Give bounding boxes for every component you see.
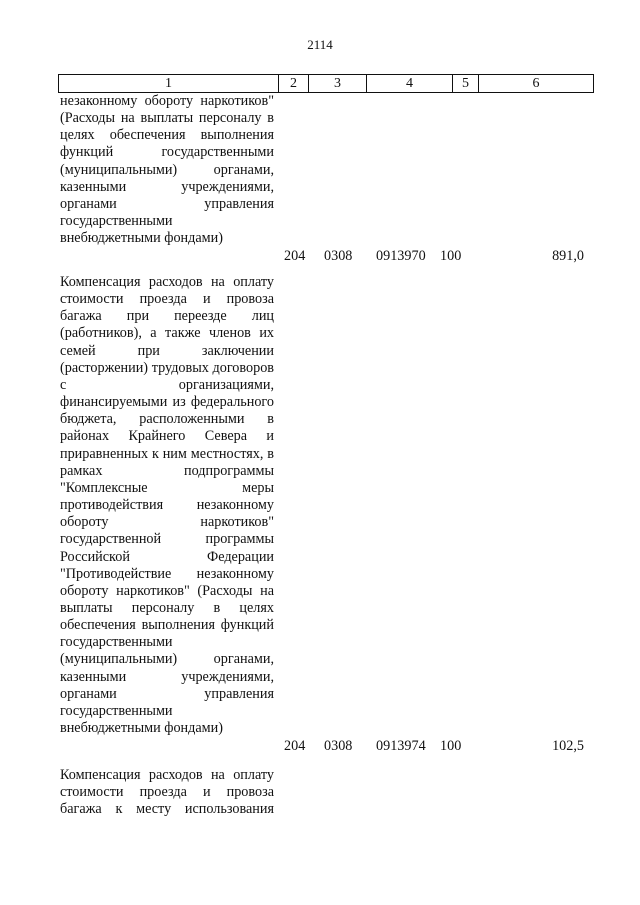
description-line: расположенными в районах: [60, 411, 275, 445]
description-line: федерального бюджета,: [60, 394, 274, 428]
description-line: обороту наркотиков": [60, 514, 274, 531]
column-header-6: 6: [479, 75, 594, 93]
description-line: (работников), а также членов их: [60, 325, 274, 342]
description-line: противодействия незаконному: [60, 497, 274, 514]
value-cell: 204: [284, 248, 306, 264]
column-header-2: 2: [279, 75, 309, 93]
description-line: наркотиков" (Расходы на: [60, 93, 275, 127]
column-header-3: 3: [309, 75, 367, 93]
description-line: государственной программы: [60, 531, 274, 548]
description-line: стоимости проезда и провоза: [60, 784, 274, 801]
column-header-4: 4: [367, 75, 453, 93]
value-cell: 891,0: [552, 248, 584, 264]
description-line: Российской Федерации: [60, 548, 274, 565]
description-line: финансируемыми из: [60, 394, 186, 411]
description-line: Крайнего Севера и: [128, 428, 274, 445]
value-cell: 0308: [324, 248, 353, 264]
description-line: выплаты персоналу в целях: [60, 110, 275, 144]
description-line: внебюджетными фондами): [60, 720, 223, 737]
description-line: обороту наркотиков" (Расходы на: [60, 582, 274, 599]
description-line: Компенсация расходов на оплату: [60, 274, 274, 290]
value-cell: 100: [440, 248, 462, 264]
row-description: [60, 274, 274, 737]
description-line: (муниципальными) органами,: [60, 651, 274, 668]
column-header-row: [59, 75, 594, 93]
description-line: обеспечения выполнения: [60, 617, 215, 634]
description-line: багажа к месту использования: [60, 801, 274, 818]
column-header-table: [58, 74, 594, 93]
row-values: [0, 738, 640, 755]
description-line: "Комплексные меры: [60, 479, 274, 496]
description-line: незаконному обороту: [60, 93, 194, 109]
description-line: государственными: [60, 702, 173, 719]
description-line: (расторжении) трудовых: [60, 359, 209, 376]
description-line: (муниципальными) органами,: [60, 161, 274, 178]
description-line: органами управления: [60, 195, 274, 212]
value-cell: 100: [440, 738, 462, 754]
column-header-5: 5: [453, 75, 479, 93]
description-line: стоимости проезда и провоза: [60, 291, 274, 308]
page-number: 2114: [307, 37, 333, 52]
value-cell: 204: [284, 738, 306, 754]
description-line: договоров с организациями,: [60, 359, 274, 393]
description-line: функций государственными: [60, 617, 274, 651]
description-line: казенными учреждениями,: [60, 178, 274, 195]
row-description: [60, 767, 274, 818]
description-line: обеспечения выполнения: [109, 127, 274, 144]
description-line: в рамках подпрограммы: [60, 445, 274, 479]
value-cell: 102,5: [552, 738, 584, 754]
description-line: приравненных к ним местностях,: [60, 445, 264, 462]
description-line: багажа при переезде лиц: [60, 308, 274, 325]
row-description: [60, 93, 274, 247]
description-line: Компенсация расходов на оплату: [60, 767, 274, 783]
value-cell: 0308: [324, 738, 353, 754]
description-line: функций государственными: [60, 144, 274, 161]
description-line: внебюджетными фондами): [60, 230, 223, 247]
description-line: органами управления: [60, 685, 274, 702]
value-cell: 0913970: [376, 248, 426, 264]
column-header-1: 1: [59, 75, 279, 93]
row-values: [0, 248, 640, 265]
description-line: государственными: [60, 213, 173, 230]
description-line: казенными учреждениями,: [60, 668, 274, 685]
description-line: выплаты персоналу в целях: [60, 599, 274, 616]
value-cell: 0913974: [376, 738, 426, 754]
description-line: семей при заключении: [60, 342, 274, 359]
description-line: "Противодействие незаконному: [60, 565, 274, 582]
